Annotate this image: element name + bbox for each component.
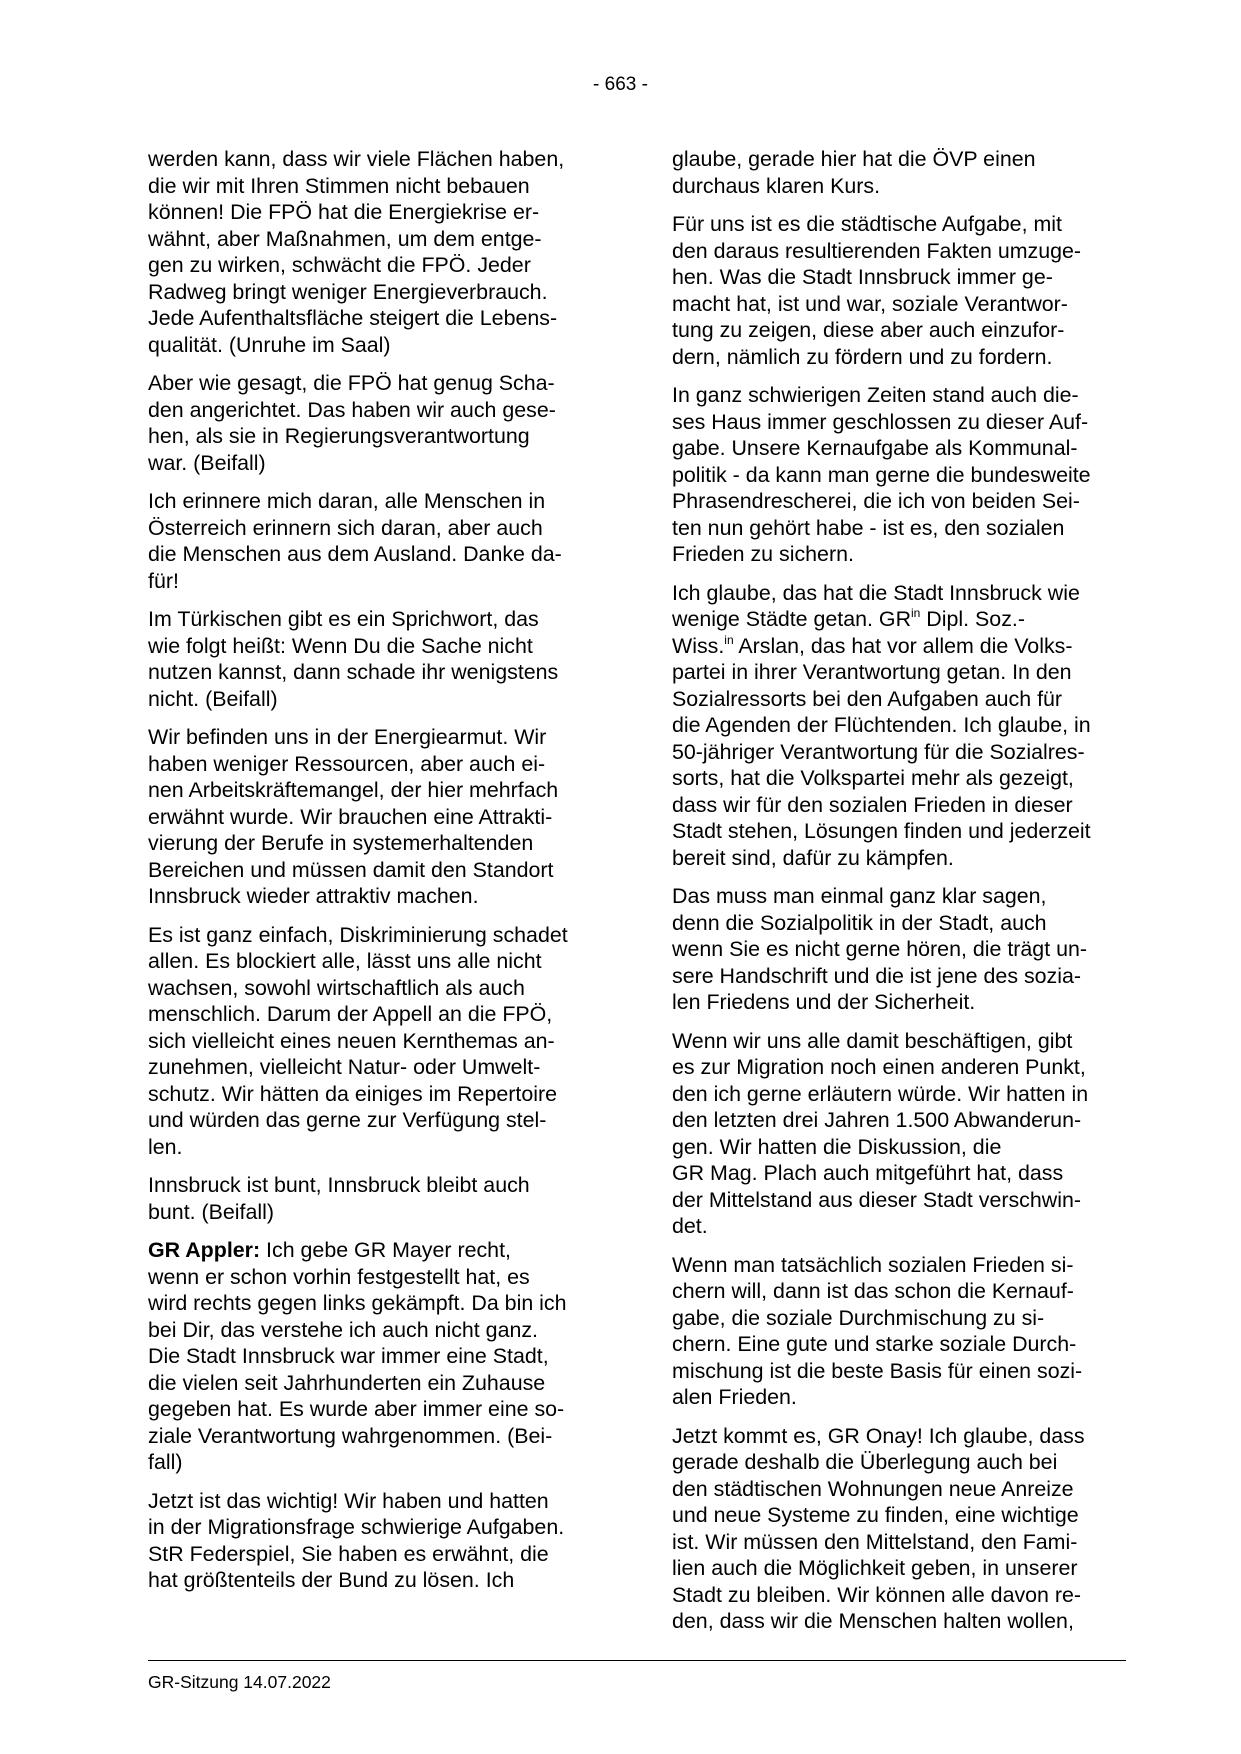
- paragraph: Im Türkischen gibt es ein Sprichwort, das wie folgt heißt: Wenn Du die Sache nicht nutzen kannst, dann schade ihr wenigstens nicht. (Beifall): [148, 607, 559, 711]
- right-column: [672, 146, 1122, 1647]
- speaker-paragraph: [148, 1237, 598, 1476]
- paragraph: Innsbruck ist bunt, Innsbruck bleibt auch bunt. (Beifall): [148, 1173, 530, 1224]
- superscript: in: [911, 606, 921, 620]
- footer-text: GR-Sitzung 14.07.2022: [148, 1672, 331, 1692]
- paragraph: Wenn wir uns alle damit beschäftigen, gibt es zur Migration noch einen anderen Punkt, den ich gerne erläutern würde. Wir hatten in den letzten drei Jahren 1.500 Abwanderun- gen. Wir hatten die Diskussion, die GR Mag. Plach auch mitgeführt hat, dass der Mittelstand aus dieser Stadt verschwin- det.: [672, 1028, 1089, 1238]
- paragraph: Jetzt ist das wichtig! Wir haben und hatten in der Migrationsfrage schwierige Aufgaben. StR Federspiel, Sie haben es erwähnt, die hat größtenteils der Bund zu lösen. Ich: [148, 1488, 565, 1592]
- paragraph-part: Dipl. Soz.- Wiss.: [672, 607, 1025, 658]
- paragraph-part: Ich glaube, das hat die Stadt Innsbruck wie wenige Städte getan. GR: [672, 580, 1080, 631]
- paragraph: Es ist ganz einfach, Diskriminierung schadet allen. Es blockiert alle, lässt uns alle nicht wachsen, sowohl wirtschaftlich als auch menschlich. Darum der Appell an die FPÖ, sich vielleicht eines neuen Kernthemas an- zunehmen, vielleicht Natur- oder Umwelt- schutz. Wir hätten da einiges im Repertoire und würden das gerne zur Verfügung stel- len.: [148, 922, 568, 1159]
- footer-divider: [148, 1660, 1126, 1661]
- speaker-name: GR Appler:: [148, 1238, 261, 1262]
- paragraph: In ganz schwierigen Zeiten stand auch die- ses Haus immer geschlossen zu dieser Auf- gabe. Unsere Kernaufgabe als Kommunal- politik - da kann man gerne die bundesweite Phrasendrescherei, die ich von beiden Sei- ten nun gehört habe - ist es, den sozialen Frieden zu sichern.: [672, 383, 1091, 566]
- speaker-text: Ich gebe GR Mayer recht, wenn er schon vorhin festgestellt hat, es wird rechts gegen links gekämpft. Da bin ich bei Dir, das verstehe ich auch nicht ganz. Die Stadt Innsbruck war immer eine Stadt, die vielen seit Jahrhunderten ein Zuhause gegeben hat. Es wurde aber immer eine so- ziale Verantwortung wahrgenommen. (Bei- fall): [148, 1238, 567, 1474]
- superscript: in: [724, 632, 734, 647]
- paragraph: Wenn man tatsächlich sozialen Frieden si- chern will, dann ist das schon die Kernauf- gabe, die soziale Durchmischung zu si- chern. Eine gute und starke soziale Durch- mischung ist die beste Basis für einen sozi- alen Frieden.: [672, 1252, 1083, 1409]
- left-column: [148, 146, 598, 1606]
- paragraph-part: Arslan, das hat vor allem die Volks- partei in ihrer Verantwortung getan. In den Sozialressorts bei den Aufgaben auch für die Agenden der Flüchtenden. Ich glaube, in 50-jähriger Verantwortung für die Sozialres- sorts, hat die Volkspartei mehr als gezeigt, dass wir für den sozialen Frieden in dieser Stadt stehen, Lösungen finden und jederzeit bereit sind, dafür zu kämpfen.: [672, 633, 1091, 870]
- paragraph: [672, 580, 1122, 872]
- paragraph: Das muss man einmal ganz klar sagen, denn die Sozialpolitik in der Stadt, auch wenn Sie es nicht gerne hören, die trägt un- sere Handschrift und die ist jene des sozia- len Friedens und der Sicherheit.: [672, 884, 1087, 1014]
- page-number: - 663 -: [593, 74, 648, 95]
- paragraph: Jetzt kommt es, GR Onay! Ich glaube, dass gerade deshalb die Überlegung auch bei den städtischen Wohnungen neue Anreize und neue Systeme zu finden, eine wichtige ist. Wir müssen den Mittelstand, den Fami- lien auch die Möglichkeit geben, in unserer Stadt zu bleiben. Wir können alle davon re- den, dass wir die Menschen halten wollen,: [672, 1423, 1085, 1633]
- paragraph: Aber wie gesagt, die FPÖ hat genug Scha- den angerichtet. Das haben wir auch gese- hen, als sie in Regierungsverantwortung war. (Beifall): [148, 371, 556, 475]
- paragraph: Für uns ist es die städtische Aufgabe, mit den daraus resultierenden Fakten umzuge- hen. Was die Stadt Innsbruck immer ge- macht hat, ist und war, soziale Verantwor- tung zu zeigen, diese aber auch einzufor- dern, nämlich zu fördern und zu fordern.: [672, 212, 1082, 369]
- paragraph: Ich erinnere mich daran, alle Menschen in Österreich erinnern sich daran, aber auch die Menschen aus dem Ausland. Danke da- für!: [148, 489, 562, 593]
- paragraph: glaube, gerade hier hat die ÖVP einen durchaus klaren Kurs.: [672, 147, 1036, 198]
- paragraph: Wir befinden uns in der Energiearmut. Wir haben weniger Ressourcen, aber auch ei- nen Arbeitskräftemangel, der hier mehrfach erwähnt wurde. Wir brauchen eine Attrakti- vierung der Berufe in systemerhaltenden Bereichen und müssen damit den Standort Innsbruck wieder attraktiv machen.: [148, 725, 559, 908]
- paragraph: werden kann, dass wir viele Flächen haben, die wir mit Ihren Stimmen nicht bebauen können! Die FPÖ hat die Energiekrise er- wähnt, aber Maßnahmen, um dem entge- gen zu wirken, schwächt die FPÖ. Jeder Radweg bringt weniger Energieverbrauch. Jede Aufenthaltsfläche steigert die Lebens- qualität. (Unruhe im Saal): [148, 147, 565, 357]
